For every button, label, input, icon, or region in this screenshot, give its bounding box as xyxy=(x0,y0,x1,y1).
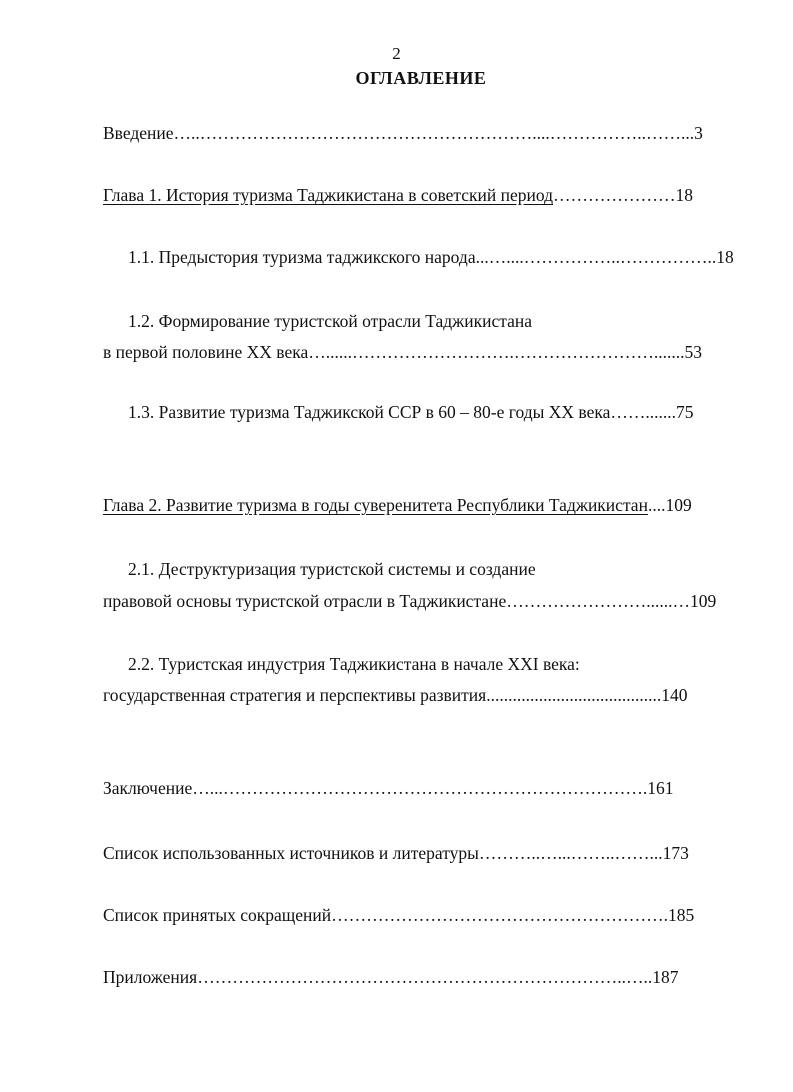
toc-entry-abbreviations: Список принятых сокращений………………………………………………….185 xyxy=(103,905,695,925)
chapter-2-title: Глава 2. Развитие туризма в годы суверенитета Республики Таджикистан xyxy=(103,495,648,515)
toc-entry-chapter-2 xyxy=(103,494,692,516)
page-title: ОГЛАВЛЕНИЕ xyxy=(355,68,487,88)
toc-entry-1-3: 1.3. Развитие туризма Таджикской ССР в 60 – 80-е годы XX века…….......75 xyxy=(128,402,694,422)
toc-entry-intro: Введение…..…………………………………………………....……………..……...3 xyxy=(103,123,703,143)
toc-entry-2-1-line2: правовой основы туристской отрасли в Таджикистане……………………......…109 xyxy=(103,591,717,611)
chapter-1-leader: …………………18 xyxy=(553,185,694,205)
toc-entry-conclusion: Заключение…...……………………………………………………………….161 xyxy=(103,778,674,798)
toc-entry-2-2-line1: 2.2. Туристская индустрия Таджикистана в начале XXI века: xyxy=(128,654,580,674)
toc-entry-chapter-1 xyxy=(103,184,693,206)
toc-entry-sources: Список использованных источников и литературы………..…...……..……...173 xyxy=(103,843,689,863)
toc-entry-2-1-line1: 2.1. Деструктуризация туристской системы и создание xyxy=(128,559,536,579)
toc-entry-2-2-line2: государственная стратегия и перспективы развития........................................140 xyxy=(103,685,688,705)
chapter-1-title: Глава 1. История туризма Таджикистана в советский период xyxy=(103,185,554,205)
toc-entry-appendix: Приложения………………………………………………………………..…..187 xyxy=(103,967,679,987)
page-number: 2 xyxy=(392,44,401,63)
chapter-2-leader: ....109 xyxy=(647,495,692,515)
toc-entry-1-2-line2: в первой половине XX века…......……………………….…………………….......53 xyxy=(103,342,702,362)
toc-entry-1-1: 1.1. Предыстория туризма таджикского народа...…....……………..……………..18 xyxy=(128,247,734,267)
toc-entry-1-2-line1: 1.2. Формирование туристской отрасли Таджикистана xyxy=(128,311,532,331)
